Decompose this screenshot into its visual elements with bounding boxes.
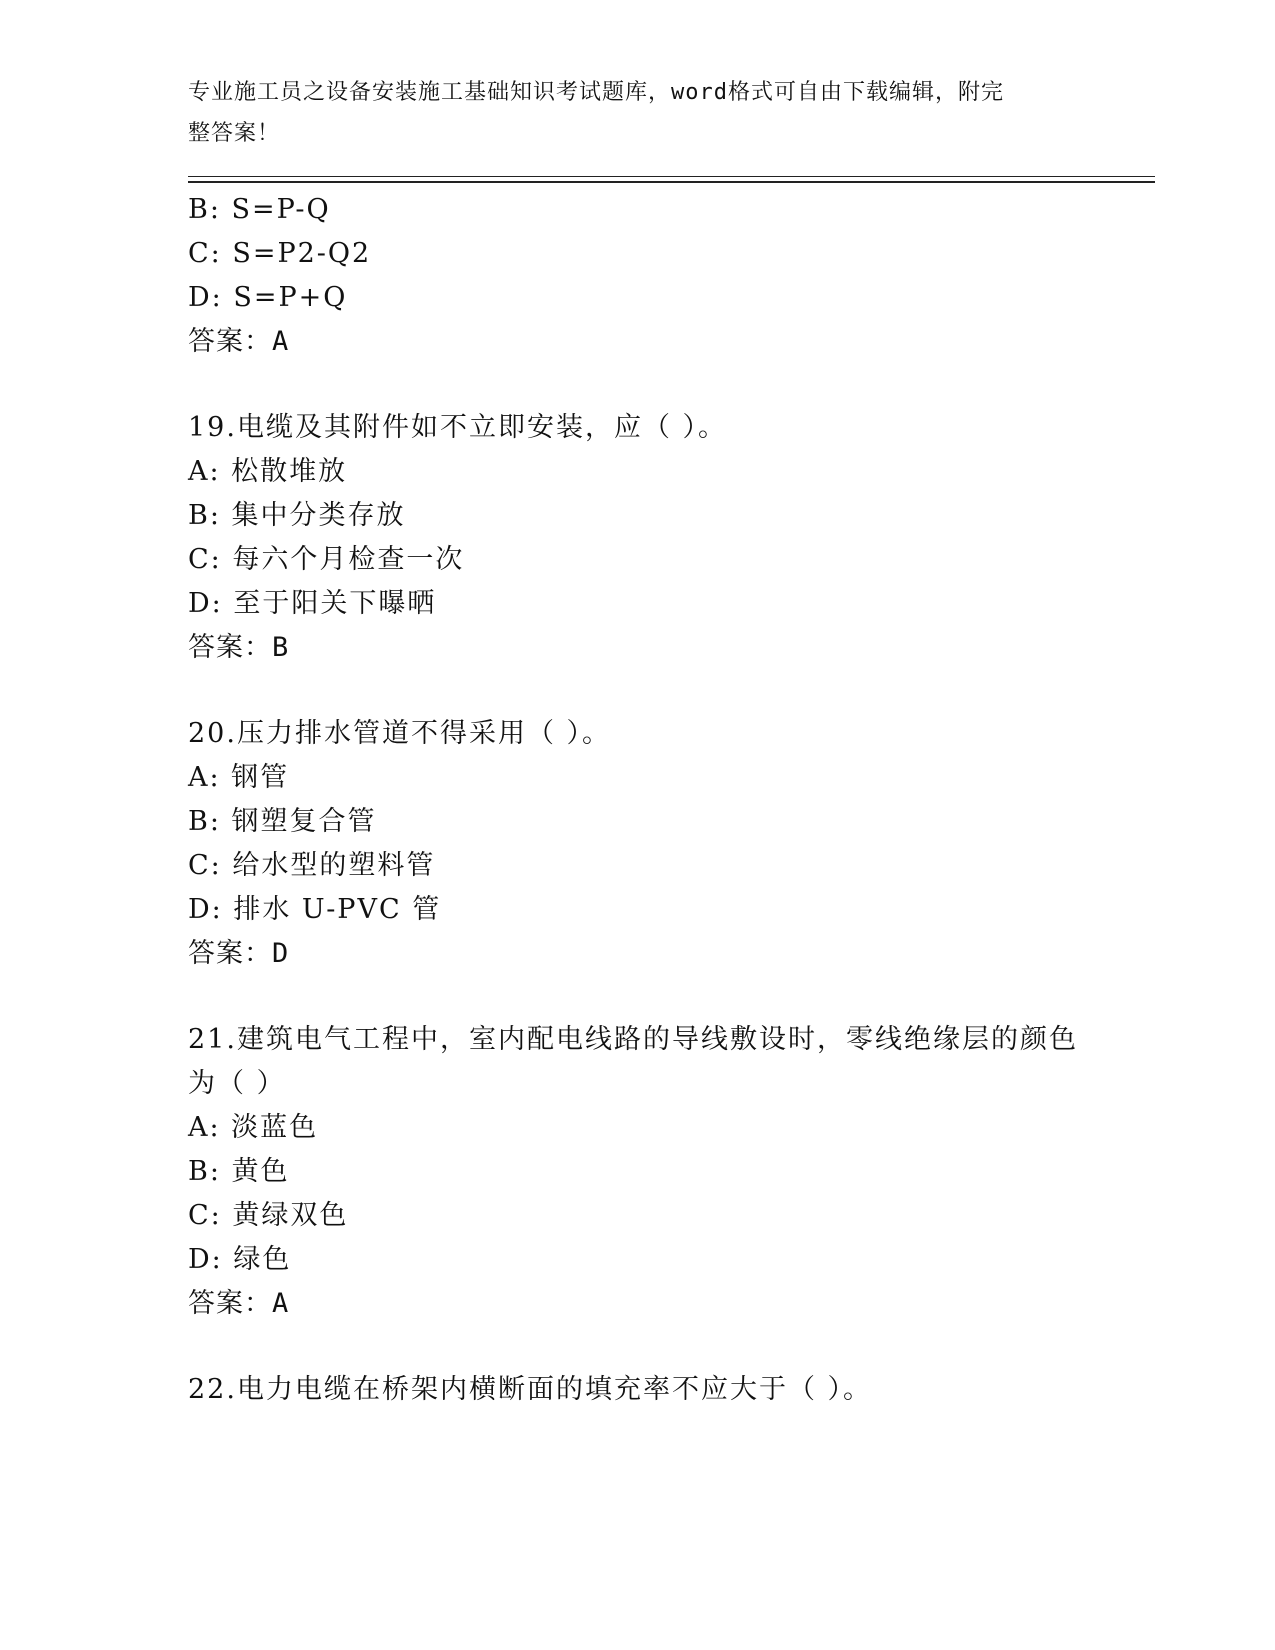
q20-option-b: B: 钢塑复合管 — [188, 806, 377, 837]
q18-option-c: C: S=P2-Q2 — [188, 238, 372, 269]
q20-option-a: A: 钢管 — [188, 762, 290, 793]
q18-option-b: B: S=P-Q — [188, 194, 331, 225]
q19-answer: 答案：B — [188, 632, 290, 663]
q21-option-d: D: 绿色 — [188, 1244, 292, 1275]
q19-option-b: B: 集中分类存放 — [188, 500, 406, 531]
q21-option-a: A: 淡蓝色 — [188, 1112, 319, 1143]
q21-question-line-1: 21.建筑电气工程中，室内配电线路的导线敷设时，零线绝缘层的颜色 — [188, 1024, 1078, 1055]
header-divider-thin — [188, 176, 1155, 177]
q20-option-c: C: 给水型的塑料管 — [188, 850, 436, 881]
q19-option-a: A: 松散堆放 — [188, 456, 348, 487]
q19-option-c: C: 每六个月检查一次 — [188, 544, 465, 575]
q21-option-b: B: 黄色 — [188, 1156, 290, 1187]
q20-option-d: D: 排水 U-PVC 管 — [188, 894, 442, 925]
q20-answer: 答案：D — [188, 938, 290, 969]
q18-option-d: D: S=P+Q — [188, 282, 348, 313]
q22-question: 22.电力电缆在桥架内横断面的填充率不应大于（ ）。 — [188, 1374, 873, 1405]
q21-answer: 答案：A — [188, 1288, 290, 1319]
document-header — [188, 72, 1068, 154]
q18-answer: 答案：A — [188, 326, 290, 357]
header-title-line-2: 整答案！ — [188, 121, 281, 146]
q19-option-d: D: 至于阳关下曝晒 — [188, 588, 437, 619]
header-title-line-1: 专业施工员之设备安装施工基础知识考试题库，word格式可自由下载编辑，附完 — [188, 80, 1004, 105]
q21-question-line-2: 为（ ） — [188, 1068, 286, 1099]
q21-option-c: C: 黄绿双色 — [188, 1200, 349, 1231]
q19-question: 19.电缆及其附件如不立即安装，应（ ）。 — [188, 412, 728, 443]
header-divider-thick — [188, 181, 1155, 183]
q20-question: 20.压力排水管道不得采用（ ）。 — [188, 718, 612, 749]
